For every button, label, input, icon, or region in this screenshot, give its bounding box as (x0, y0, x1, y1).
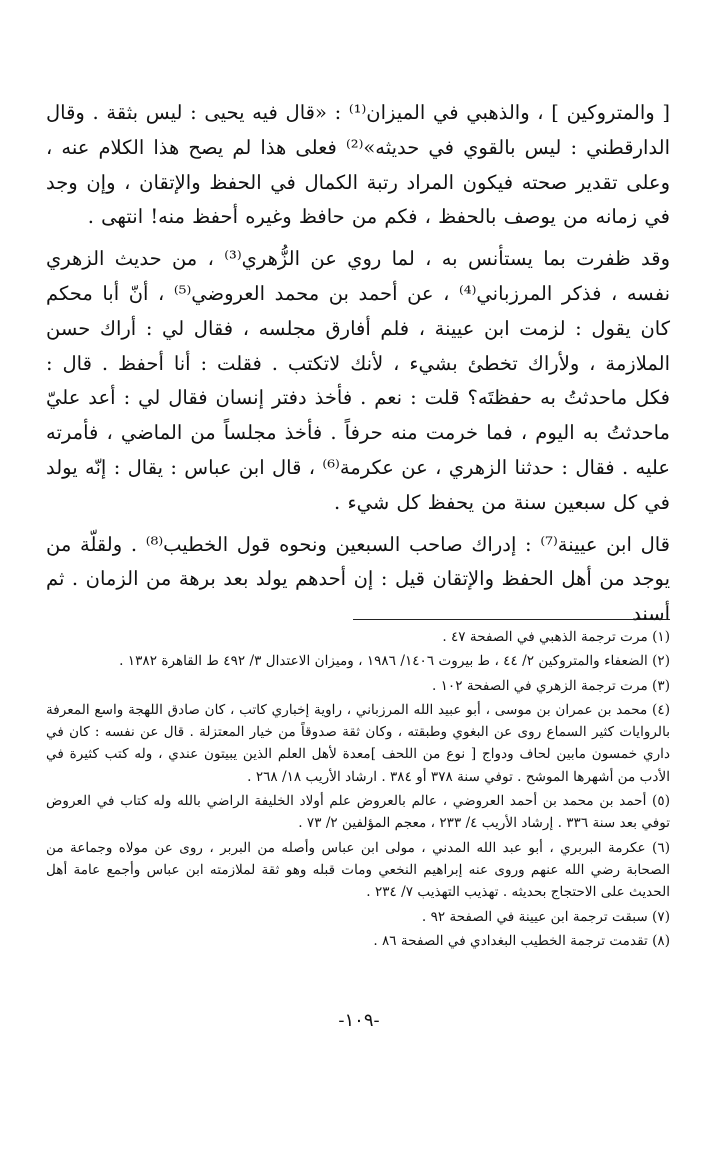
footnote-2: (٢) الضعفاء والمتروكين ٢/ ٤٤ ، ط بيروت ١٤٠٦/ ١٩٨٦ ، وميزان الاعتدال ٣/ ٤٩٢ ط القاهرة ١٣٨٢ . (119, 653, 670, 670)
footnote-4: (٤) محمد بن عمران بن موسى ، أبو عبيد الله المرزباني ، راوية إخباري كاتب ، كان صادق اللهجة واسع المعرفة بالروايات كثير السماع روى عن البغوي وطبقته ، وكان ثقة صدوقاً من خيار المعتزلة . قال عن نفسه : كان في داري خمسون مابين لحاف ودواج [ نوع من اللحف ]معدة لأهل العلم الذين يبيتون عندي ، وله كتب كثيرة في الأدب من أشهرها الموشح . توفي سنة ٣٧٨ أو ٣٨٤ . ارشاد الأريب ١٨/ ٢٦٨ . (46, 701, 670, 785)
footnote-7: (٧) سبقت ترجمة ابن عيينة في الصفحة ٩٢ . (421, 908, 670, 925)
footnote-3: (٣) مرت ترجمة الزهري في الصفحة ١٠٢ . (431, 677, 670, 694)
footnote-separator (353, 619, 670, 620)
footnote-5: (٥) أحمد بن محمد بن أحمد العروضي ، عالم بالعروض علم أولاد الخليفة الراضي بالله وله كتاب في العروض توفي بعد سنة ٣٣٦ . إرشاد الأريب ٤/ ٢٣٣ ، معجم المؤلفين ٢/ ٧٣ . (46, 793, 670, 832)
footnote-6: (٦) عكرمة البربري ، أبو عبد الله المدني ، مولى ابن عباس وأصله من البربر ، روى عن مولاه وجماعة من الصحابة رضي الله عنهم وروى عنه إبراهيم النخعي ومات قبله وهو ثقة لملازمته ابن عباس وأجمع عامة أهل الحديث على الاحتجاج بحديثه . تهذيب التهذيب ٧/ ٢٣٤ . (46, 839, 670, 901)
footnotes (46, 626, 670, 954)
footnote-8: (٨) تقدمت ترجمة الخطيب البغدادي في الصفحة ٨٦ . (373, 932, 670, 949)
paragraph-3: قال ابن عيينة⁽⁷⁾ : إدراك صاحب السبعين ونحوه قول الخطيب⁽⁸⁾ . ولقلّة من يوجد من أهل الحفظ والإتقان قيل : إن أحدهم يولد بعد برهة من الزمان . ثم أسند (46, 532, 670, 626)
page-number: -١٠٩- (338, 1010, 380, 1031)
footnote-1: (١) مرت ترجمة الذهبي في الصفحة ٤٧ . (442, 629, 670, 645)
paragraph-1: [ والمتروكين ] ، والذهبي في الميزان⁽¹⁾ : «قال فيه يحيى : ليس بثقة . وقال الدارقطني : ليس بالقوي في حديثه»⁽²⁾ فعلى هذا لم يصح هذا الكلام عنه ، وعلى تقدير صحته فيكون المراد رتبة الكمال في الحفظ والإتقان ، وإن وجد في زمانه من يوصف بالحفظ ، فكم من حافظ وغيره أحفظ منه! انتهى . (46, 101, 670, 229)
paragraph-2: وقد ظفرت بما يستأنس به ، لما روي عن الزُّهري⁽³⁾ ، من حديث الزهري نفسه ، فذكر المرزباني⁽⁴⁾ ، عن أحمد بن محمد العروضي⁽⁵⁾ ، أنّ أبا محكم كان يقول : لزمت ابن عيينة ، فلم أفارق مجلسه ، فقال لي : أراك حسن الملازمة ، ولأراك تخطئ بشيء ، لأنك لاتكتب . فقلت : أنا أحفظ . قال : فكل ماحدثتُ به حفظتَه؟ قلت : نعم . فأخذ دفتر إنسان فقال لي : أعد عليّ ماحدثتُ به اليوم ، فما خرمت منه حرفاً . فأخذ مجلساً من الماضي ، فأمرته عليه . فقال : حدثنا الزهري ، عن عكرمة⁽⁶⁾ ، قال ابن عباس : يقال : إنّه يولد في كل سبعين سنة من يحفظ كل شيء . (46, 247, 670, 514)
main-text (46, 96, 670, 639)
